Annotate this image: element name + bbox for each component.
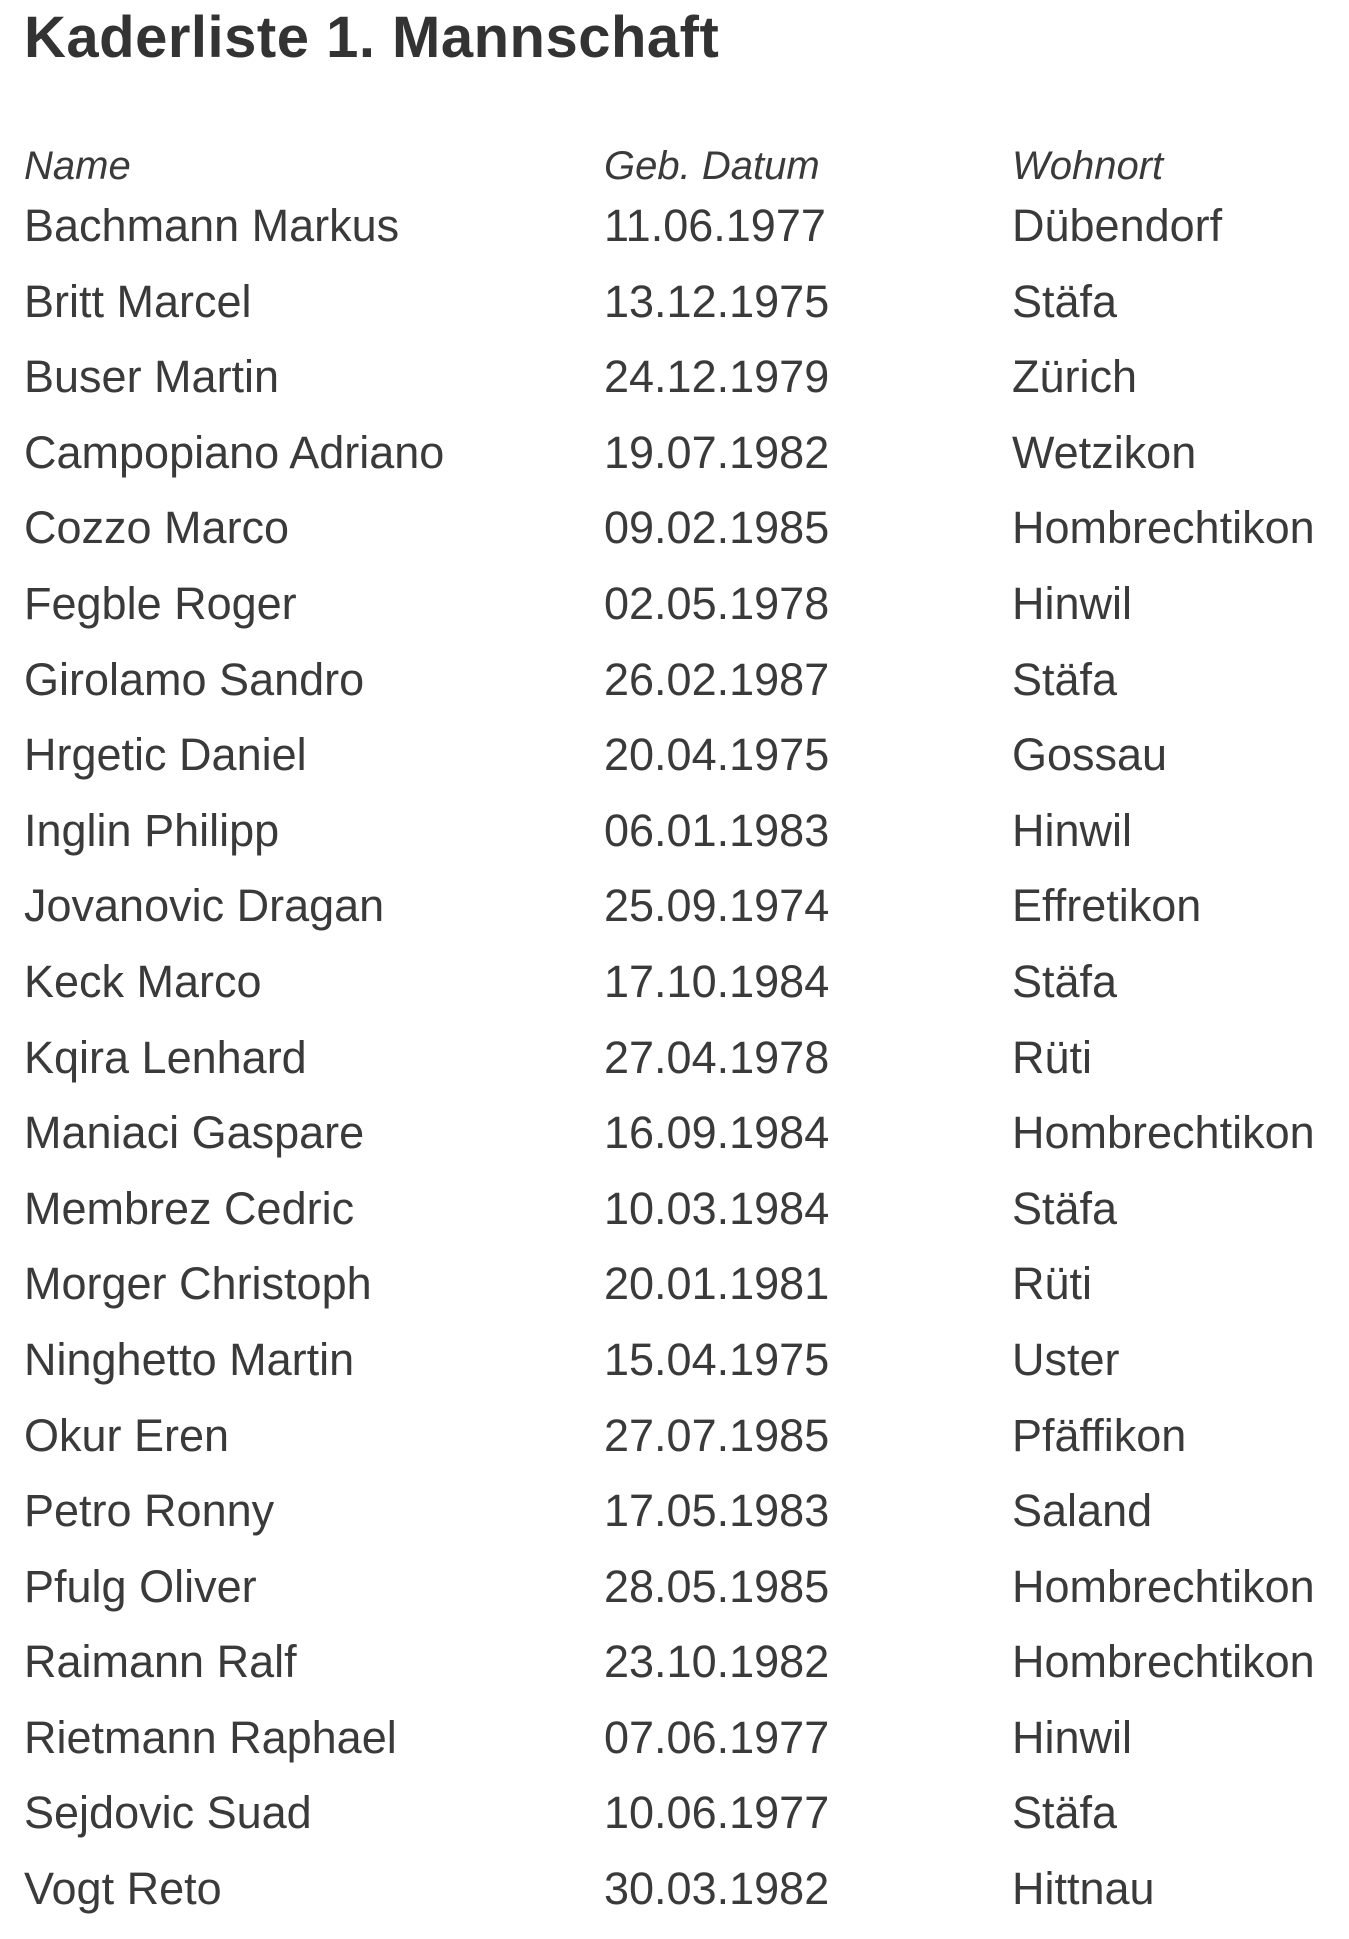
player-name: Campopiano Adriano [24, 426, 445, 478]
player-birthdate: 17.10.1984 [604, 955, 830, 1007]
player-city: Hombrechtikon [1012, 1107, 1315, 1159]
player-birthdate: 07.06.1977 [604, 1711, 830, 1763]
player-city: Hombrechtikon [1012, 1636, 1315, 1688]
player-name: Cozzo Marco [24, 502, 290, 554]
player-birthdate: 15.04.1975 [604, 1333, 830, 1385]
player-city: Dübendorf [1012, 200, 1223, 251]
player-birthdate: 02.05.1978 [604, 577, 830, 629]
player-name: Hrgetic Daniel [24, 729, 307, 781]
table-row [24, 1712, 1334, 1788]
player-city: Hombrechtikon [1012, 502, 1315, 554]
player-name: Inglin Philipp [24, 804, 280, 856]
player-birthdate: 30.03.1982 [604, 1863, 830, 1915]
player-city: Rüti [1012, 1258, 1093, 1310]
table-row [24, 1485, 1334, 1561]
player-name: Pfulg Oliver [24, 1560, 257, 1612]
player-birthdate: 27.07.1985 [604, 1409, 830, 1461]
player-city: Hinwil [1012, 1711, 1133, 1763]
table-row [24, 1258, 1334, 1334]
player-name: Vogt Reto [24, 1863, 222, 1915]
player-city: Effretikon [1012, 880, 1202, 932]
player-name: Fegble Roger [24, 577, 297, 629]
player-birthdate: 23.10.1982 [604, 1636, 830, 1688]
player-name: Petro Ronny [24, 1485, 275, 1537]
player-birthdate: 16.09.1984 [604, 1107, 830, 1159]
player-birthdate: 27.04.1978 [604, 1031, 830, 1083]
player-city: Zürich [1012, 351, 1138, 403]
table-row [24, 502, 1334, 578]
player-city: Rüti [1012, 1031, 1093, 1083]
table-row [24, 880, 1334, 956]
table-row [24, 351, 1334, 427]
page-title: Kaderliste 1. Mannschaft [24, 5, 720, 70]
table-row [24, 654, 1334, 730]
player-name: Morger Christoph [24, 1258, 372, 1310]
table-row [24, 1334, 1334, 1410]
player-name: Keck Marco [24, 955, 262, 1007]
table-row [24, 1032, 1334, 1108]
player-name: Membrez Cedric [24, 1182, 355, 1234]
player-city: Stäfa [1012, 955, 1118, 1007]
table-row [24, 1107, 1334, 1183]
player-name: Okur Eren [24, 1409, 230, 1461]
player-birthdate: 06.01.1983 [604, 804, 830, 856]
player-name: Rietmann Raphael [24, 1711, 397, 1763]
player-name: Britt Marcel [24, 275, 252, 327]
player-birthdate: 20.04.1975 [604, 729, 830, 781]
table-row [24, 200, 1334, 276]
player-birthdate: 10.06.1977 [604, 1787, 830, 1839]
player-city: Uster [1012, 1333, 1120, 1385]
player-birthdate: 24.12.1979 [604, 351, 830, 403]
player-birthdate: 19.07.1982 [604, 426, 830, 478]
player-city: Stäfa [1012, 275, 1118, 327]
player-name: Sejdovic Suad [24, 1787, 312, 1839]
player-name: Kqira Lenhard [24, 1031, 307, 1083]
table-row [24, 427, 1334, 503]
player-name: Buser Martin [24, 351, 280, 403]
table-header-row [24, 140, 1334, 200]
player-birthdate: 26.02.1987 [604, 653, 830, 705]
column-header-city: Wohnort [1012, 144, 1164, 188]
player-city: Hombrechtikon [1012, 1560, 1315, 1612]
table-row [24, 805, 1334, 881]
player-city: Pfäffikon [1012, 1409, 1187, 1461]
player-birthdate: 09.02.1985 [604, 502, 830, 554]
player-city: Hinwil [1012, 804, 1133, 856]
player-name: Jovanovic Dragan [24, 880, 385, 932]
player-city: Hittnau [1012, 1863, 1155, 1915]
player-name: Maniaci Gaspare [24, 1107, 365, 1159]
table-row [24, 1863, 1334, 1939]
column-header-birthdate: Geb. Datum [604, 144, 820, 188]
player-birthdate: 20.01.1981 [604, 1258, 830, 1310]
table-row [24, 1787, 1334, 1863]
table-body [24, 200, 1334, 1939]
player-birthdate: 25.09.1974 [604, 880, 830, 932]
player-name: Girolamo Sandro [24, 653, 365, 705]
player-city: Hinwil [1012, 577, 1133, 629]
player-city: Stäfa [1012, 1182, 1118, 1234]
player-city: Stäfa [1012, 653, 1118, 705]
player-city: Gossau [1012, 729, 1168, 781]
player-city: Stäfa [1012, 1787, 1118, 1839]
player-birthdate: 17.05.1983 [604, 1485, 830, 1537]
player-name: Ninghetto Martin [24, 1333, 355, 1385]
player-birthdate: 28.05.1985 [604, 1560, 830, 1612]
table-row [24, 1636, 1334, 1712]
column-header-name: Name [24, 144, 131, 188]
table-row [24, 1561, 1334, 1637]
table-row [24, 578, 1334, 654]
player-birthdate: 13.12.1975 [604, 275, 830, 327]
table-row [24, 276, 1334, 352]
player-birthdate: 10.03.1984 [604, 1182, 830, 1234]
player-name: Bachmann Markus [24, 200, 400, 251]
player-city: Saland [1012, 1485, 1153, 1537]
table-row [24, 956, 1334, 1032]
player-city: Wetzikon [1012, 426, 1197, 478]
player-birthdate: 11.06.1977 [604, 200, 826, 251]
table-row [24, 1410, 1334, 1486]
table-row [24, 1183, 1334, 1259]
table-row [24, 729, 1334, 805]
player-name: Raimann Ralf [24, 1636, 297, 1688]
roster-table [24, 140, 1334, 1939]
